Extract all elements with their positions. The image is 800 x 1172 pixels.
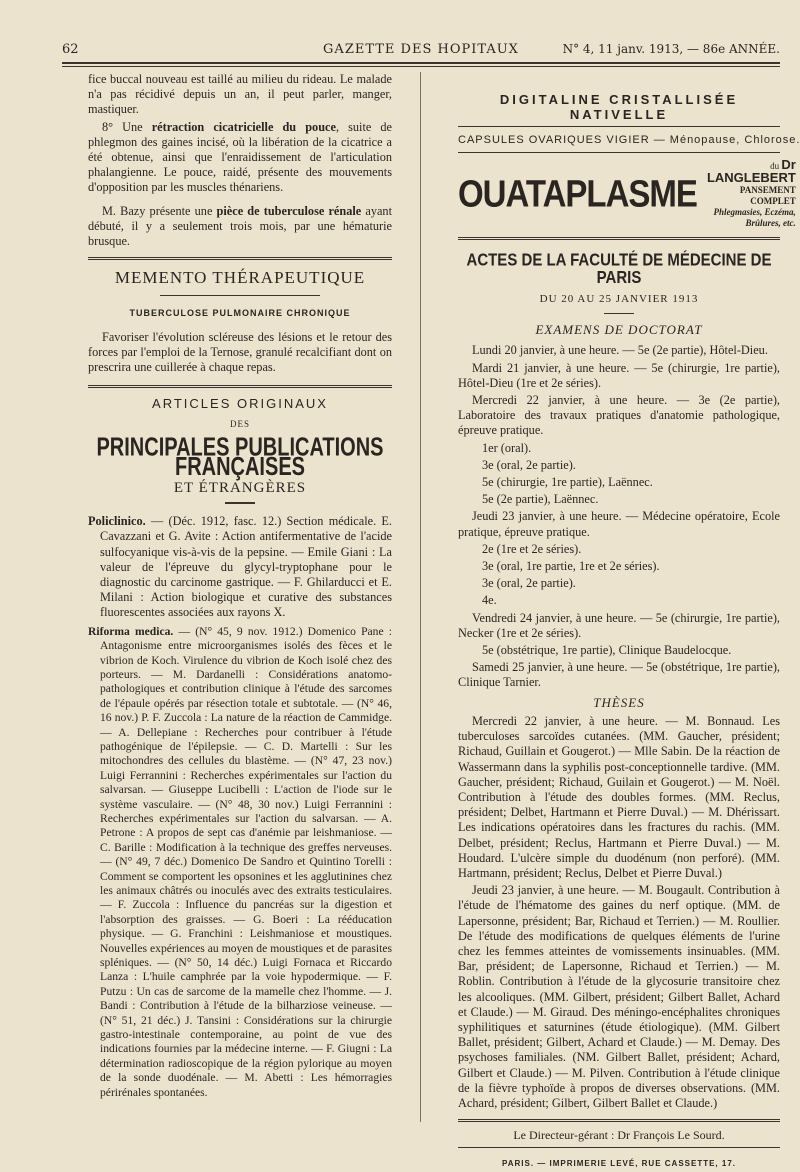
paragraph: fice buccal nouveau est taillé au milieu du rideau. Le malade n'a pas récidivé depuis un an, il peut parler, manger, mastiquer. [88,72,392,117]
memento-title: MEMENTO THÉRAPEUTIQUE [114,268,366,288]
journal-title: GAZETTE DES HOPITAUX [323,42,519,57]
paragraph: 8° Une rétraction cicatricielle du pouce, suite de phlegmon des gaines incisé, où la libération de la cicatrice a été obtenue, ainsi que l'enraidissement de l'articulation phalangienne. Le pouce, raidé, présente des mouvements d'opposition par les muscles thénariens. [88,119,392,195]
des-heading: DES [229,419,250,430]
exam-entry: Mercredi 22 janvier, à une heure. — 3e (2e partie), Laboratoire des travaux pratiques d'anatomie pathologique, épreuve pratique. [458,393,780,438]
page-number: 62 [62,42,79,57]
actes-dates: DU 20 AU 25 JANVIER 1913 [539,293,699,306]
section-rule [88,385,392,388]
imprimerie: PARIS. — IMPRIMERIE LEVÉ, RUE CASSETTE, 17. [502,1159,736,1169]
exam-line: 3e (oral, 1re partie, 1re et 2e séries). [482,559,660,574]
exam-line: 3e (oral, 2e partie). [482,576,576,591]
footer-rule [458,1147,780,1148]
etrangeres-heading: ET ÉTRANGÈRES [173,480,307,497]
exam-line: 4e. [482,593,497,608]
theses-heading: THÈSES [593,694,645,710]
exam-line: 2e (1re et 2e séries). [482,541,582,556]
section-rule [458,237,780,240]
memento-text: Favoriser l'évolution scléreuse des lésions et le retour des forces par l'emploi de la Ternose, granulé recalcifiant dont on prescrira une cuillerée à chaque repas. [88,329,392,375]
directeur-gerant: Le Directeur-gérant : Dr François Le Sourd. [513,1128,725,1143]
riforma-entry: Riforma medica. — (N° 45, 9 nov. 1912.) Domenico Pane : Antagonisme entre microorganismes isolés des fèces et le vibrion de Koch. Virulence du vibrion de Koch isolé chez des porteurs. — M. Dardanelli : Considérations anatomo-pathologiques et contribution clinique à l'étude des sarcomes de l'épaule opérés par résection totale et subtotale. — (N° 46, 16 nov.) P. F. Zuccola : La nature de la réaction de Cammidge. — A. Dellepiane : Recherches pour contribuer à l'étude pathogénique de l'épilepsie. — C. D. Martelli : Sur les mitochondres des cellules du blastème. — (N° 47, 23 nov.) Luigi Ferrannini : Recherches expérimentales sur l'action du salvarsan. — Giuseppe Lucibelli : L'action de l'iode sur le système vasculaire. — (N° 48, 30 nov.) Luigi Ferrannini : Recherches expérimentales sur l'action du salvarsan. — A. Petrone : A propos de sept cas d'anémie par leishmaniose. — C. Barille : Modification à la technique des greffes nerveuses. — (N° 49, 7 déc.) Domenico De Sandro et Quintino Torelli : Comment se comportent les opsonines et les agglutinines chez les animaux châtrés ou inoculés avec des extraits testiculaires. — F. Zuccola : Influence du pancréas sur la digestion et l'absorption des graisses. — G. Boeri : La rééducation physique. — G. Franchini : Leishmaniose et moustiques. Nouvelles expériences au moyen de moustiques et de parasites spléniques. — (N° 50, 14 déc.) Luigi Fornaca et Riccardo Lanza : L'huile camphrée par la voie hypodermique. — F. Putzu : Un cas de sarcome de la mamelle chez l'homme. — J. Bandi : Contribution à l'étude de la bilharziose veineuse. — (N° 51, 21 déc.) J. Tansini : Considérations sur la chirurgie gastro-intestinale contemporaine, au point de vue des indications fournies par la médecine interne. — F. Giugni : La détermination radioscopique de la région pylorique au moyen de la sonde duodénale. — M. Abetti : Les hémorragies périrénales spontanées. [88,624,392,1099]
policlinico-entry: Policlinico. — (Déc. 1912, fasc. 12.) Section médicale. E. Cavazzani et G. Avite : Action antifermentative de l'acide sulfocyanique vis-à-vis de la pepsine. — Emile Giani : La valeur de l'épreuve du glycyl-tryptophane pour le diagnostic du carcinome gastrique. — F. Ghilarducci et E. Milani : Action biologique et curative des substances fluorescentes associées aux rayons X. [88,514,392,620]
exam-entry: Mardi 21 janvier, à une heure. — 5e (chirurgie, 1re partie), Hôtel-Dieu (1re et 2e séries). [458,360,780,390]
page-header [62,38,780,60]
short-rule [160,295,320,296]
exam-entry: Lundi 20 janvier, à une heure. — 5e (2e partie), Hôtel-Dieu. [472,343,768,358]
theses-entry: Mercredi 22 janvier, à une heure. — M. Bonnaud. Les tuberculoses sarcoïdes cutanées. (MM. Gaucher, président; Richaud, Guillain et Gougerot.) — Mlle Sabin. De la réaction de Wassermann dans la syphilis post-conceptionnelle tardive. (MM. Gaucher, président; Richaud, Guilain et Gougerot.) — M. Noël. Contribution à l'étude des doubles formes. (MM. Reclus, président; Delbet, Hartmann et Pierre Duval.) — M. Dhérissart. Les indications opératoires dans les fractures du rachis. (MM. Delbet, président; Reclus, Hartmann et Pierre Duval.) — M. Houdard. L'ulcère simple du duodénum (non perforé). (MM. Hartmann, président; Reclus, Delbet et Pierre Duval.) [458,713,780,880]
header-rule [62,62,780,64]
ad-capsules: CAPSULES OVARIQUES VIGIER — Ménopause, Chlorose. [458,134,800,147]
exam-line: 3e (oral, 2e partie). [482,457,576,472]
exam-line: 5e (2e partie), Laënnec. [482,492,599,507]
short-rule [225,502,255,504]
column-separator [420,72,421,1122]
issue-info: N° 4, 11 janv. 1913, — 86e ANNÉE. [562,42,780,56]
ad-rule [458,152,780,153]
ad-ouata-name: OUATAPLASME [458,172,697,215]
memento-subtitle: TUBERCULOSE PULMONAIRE CHRONIQUE [129,308,351,319]
exam-entry: Jeudi 23 janvier, à une heure. — Médecine opératoire, Ecole pratique, épreuve pratique. [458,509,780,539]
section-rule [458,1119,780,1122]
articles-heading: ARTICLES ORIGINAUX [152,396,328,412]
right-column [458,72,800,1172]
short-rule [604,313,634,314]
exam-line: 1er (oral). [482,440,532,455]
paragraph: M. Bazy présente une pièce de tuberculose rénale ayant débuté, il y a seulement trois mois, par une hématurie brusque. [88,203,392,249]
exam-entry: Samedi 25 janvier, à une heure. — 5e (obstétrique, 1re partie), Clinique Tarnier. [458,660,780,690]
header-rule-thin [62,66,780,67]
exam-line: 5e (chirurgie, 1re partie), Laënnec. [482,475,653,490]
actes-title: ACTES DE LA FACULTÉ DE MÉDECINE DE PARIS [466,250,772,288]
examens-heading: EXAMENS DE DOCTORAT [535,322,703,338]
section-rule [88,257,392,260]
ad-ouataplasme [458,156,796,229]
principales-heading: PRINCIPALES PUBLICATIONS FRANÇAISES [96,432,384,482]
exam-line: 5e (obstétrique, 1re partie), Clinique Baudelocque. [482,643,732,658]
theses-entry: Jeudi 23 janvier, à une heure. — M. Bougault. Contribution à l'étude de l'hématome des gaines du nerf optique. (MM. de Lapersonne, président; Bar, Richaud et Terrien.) — M. Roullier. De l'étude des modifications de quelques éléments de l'urine chez les femmes atteintes de vomissements insinuables. (MM. Bar, président; de Lapersonne, Richaud et Terrien.) — M. Roblin. Contribution à l'étude de la glycosurie transitoire chez les alcooliques. (MM. Gilbert, président; Gilbert Ballet, Achard et Claude.) — M. Giraud. Des méningo-encéphalites chroniques syphilitiques et saturnines (étude étiologique). (MM. Gilbert Ballet, président; Gilbert, Achard et Claude.) — M. Demay. Des psychoses familiales. (NM. Gilbert Ballet, président; Achard, Gilbert et Claude.) — M. Pilven. Contribution à l'étude clinique de la fièvre typhoïde à propos de diverses observations. (MM. Achard, président; Gilbert, Gilbert Ballet et Claude.) [458,883,780,1110]
ad-ouata-side: du Dr LANGLEBERT PANSEMENT COMPLET Phlegmasies, Eczéma, Brûlures, etc. [706,156,796,228]
exam-entry: Vendredi 24 janvier, à une heure. — 5e (chirurgie, 1re partie), Necker (1re et 2e séries). [458,610,780,640]
ad-rule [458,126,780,127]
ad-digitaline: DIGITALINE CRISTALLISÉE NATIVELLE [499,92,739,123]
left-column [88,72,392,1102]
